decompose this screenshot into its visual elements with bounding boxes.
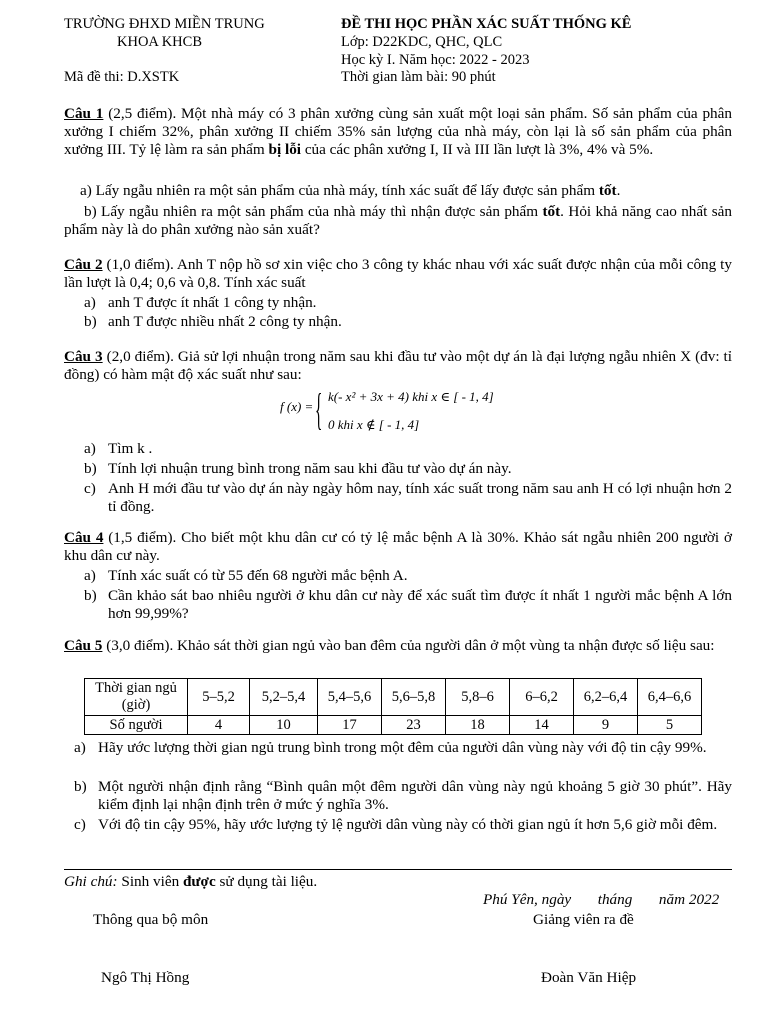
footer-note	[64, 873, 732, 891]
right-signatory-name: Đoàn Văn Hiệp	[541, 969, 637, 986]
note-bold: được	[182, 873, 216, 890]
formula-lhs: f (x) =	[280, 399, 314, 414]
question-1-bold: bị lỗi	[268, 141, 302, 158]
item-label: b)	[84, 587, 97, 604]
table-row	[85, 679, 702, 716]
table-cell: 5	[638, 716, 702, 735]
table-cell: 5–5,2	[188, 679, 250, 716]
q1a-end: .	[616, 182, 621, 199]
q1a-bold: tốt	[598, 182, 617, 199]
question-1-text-a: (2,5 điểm). Một nhà máy có 3 phân xưởng cùng sản xuất một loại sản phẩm. Số sản phẩm của phân xưởng I chiếm 32%, phân xưởng II chiếm 35% sản lượng của nhà máy, còn lại là số sản phẩm của phân xưởng III. Tỷ lệ làm ra sản phẩm	[64, 105, 732, 158]
table-row	[85, 716, 702, 735]
table-cell: 17	[318, 716, 382, 735]
table-cell: 6–6,2	[510, 679, 574, 716]
exam-duration: Thời gian làm bài: 90 phút	[341, 69, 496, 85]
q1b-bold: tốt	[542, 203, 561, 220]
note-text-a: Sinh viên	[117, 873, 183, 890]
question-5-label: Câu 5	[64, 637, 103, 654]
item-text: Cần khảo sát bao nhiêu người ở khu dân cư này để xác suất tìm được ít nhất 1 người mắc bệnh A lớn hơn 99,99%?	[108, 587, 732, 622]
table-cell: 5,2–5,4	[250, 679, 318, 716]
note-label: Ghi chú:	[64, 873, 118, 890]
table-header-cell: Số người	[85, 716, 188, 735]
exam-title: ĐỀ THI HỌC PHẦN XÁC SUẤT THỐNG KÊ	[341, 16, 632, 32]
table-cell: 5,8–6	[446, 679, 510, 716]
formula-case-1: k(- x² + 3x + 4) khi x ∈ [ - 1, 4]	[328, 389, 494, 404]
table-cell: 5,6–5,8	[382, 679, 446, 716]
item-text: Một người nhận định rằng “Bình quân một đêm người dân vùng này ngủ khoảng 5 giờ 30 phút”. Hãy kiểm định lại nhận định trên ở mức ý nghĩa 3%.	[98, 778, 732, 813]
question-2-intro	[64, 256, 732, 292]
item-label: b)	[74, 778, 87, 795]
question-3-text: (2,0 điểm). Giả sử lợi nhuận trong năm sau khi đầu tư vào một dự án là đại lượng ngẫu nhiên X (đv: tỉ đồng) có hàm mật độ xác suất như sau:	[64, 348, 732, 383]
brace-glyph: {	[315, 385, 323, 434]
item-label: a)	[84, 440, 96, 457]
item-label: b)	[84, 460, 97, 477]
item-label: a)	[74, 739, 86, 756]
item-text: Tìm k .	[108, 440, 153, 457]
table-cell: 6,4–6,6	[638, 679, 702, 716]
question-1-part-b	[64, 203, 732, 239]
question-4-label: Câu 4	[64, 529, 104, 546]
table-cell: 5,4–5,6	[318, 679, 382, 716]
note-text-b: sử dụng tài liệu.	[215, 873, 318, 890]
table-cell: 23	[382, 716, 446, 735]
question-4-text: (1,5 điểm). Cho biết một khu dân cư có tỷ lệ mắc bệnh A là 30%. Khảo sát ngẫu nhiên 200 người ở khu dân cư này.	[64, 529, 732, 564]
item-label: c)	[84, 480, 96, 497]
left-signatory-name: Ngô Thị Hồng	[101, 969, 190, 986]
formula-case-2: 0 khi x ∉ [ - 1, 4]	[328, 417, 420, 432]
item-label: a)	[84, 567, 96, 584]
question-1-label: Câu 1	[64, 105, 104, 122]
divider-line	[64, 869, 732, 870]
question-5-intro	[64, 637, 732, 655]
question-3-intro	[64, 348, 732, 384]
school-name: TRƯỜNG ĐHXD MIỀN TRUNG	[64, 16, 265, 32]
item-text: Tính lợi nhuận trung bình trong năm sau khi đầu tư vào dự án này.	[108, 460, 512, 477]
question-2-label: Câu 2	[64, 256, 103, 273]
item-text: Anh H mới đầu tư vào dự án này ngày hôm nay, tính xác suất trong năm sau anh H có lợi nhuận hơn 2 tỉ đồng.	[108, 480, 732, 515]
table-cell: 14	[510, 716, 574, 735]
item-label: b)	[84, 313, 97, 330]
sleep-time-table	[84, 678, 702, 735]
item-text: Hãy ước lượng thời gian ngủ trung bình trong một đêm của người dân vùng này với độ tin cậy 99%.	[98, 739, 707, 756]
right-role: Giảng viên ra đề	[533, 911, 634, 928]
item-text: Tính xác suất có từ 55 đến 68 người mắc bệnh A.	[108, 567, 408, 584]
question-5-text: (3,0 điểm). Khảo sát thời gian ngủ vào ban đêm của người dân ở một vùng ta nhận được số liệu sau:	[102, 637, 715, 654]
item-label: a)	[84, 294, 96, 311]
item-text: anh T được nhiều nhất 2 công ty nhận.	[108, 313, 342, 330]
table-cell: 10	[250, 716, 318, 735]
question-3-label: Câu 3	[64, 348, 103, 365]
table-cell: 4	[188, 716, 250, 735]
exam-code: Mã đề thi: D.XSTK	[64, 69, 180, 85]
question-1-text-b: của các phân xưởng I, II và III lần lượt là 3%, 4% và 5%.	[301, 141, 654, 158]
q1b-end: . Hỏi khả năng cao nhất sản phẩm này là do phân xưởng nào sản xuất?	[64, 203, 733, 238]
q1a-text: a) Lấy ngẫu nhiên ra một sản phẩm của nhà máy, tính xác suất để lấy được sản phẩm	[80, 182, 599, 199]
table-header-cell: Thời gian ngủ (giờ)	[85, 679, 188, 716]
faculty-name: KHOA KHCB	[117, 34, 202, 50]
table-cell: 18	[446, 716, 510, 735]
exam-class: Lớp: D22KDC, QHC, QLC	[341, 34, 503, 50]
left-role: Thông qua bộ môn	[93, 911, 209, 928]
item-text: anh T được ít nhất 1 công ty nhận.	[108, 294, 317, 311]
question-1-intro	[64, 105, 732, 159]
item-label: c)	[74, 816, 86, 833]
item-text: Với độ tin cậy 95%, hãy ước lượng tỷ lệ người dân vùng này có thời gian ngủ ít hơn 5,6 giờ mỗi đêm.	[98, 816, 718, 833]
question-2-text: (1,0 điểm). Anh T nộp hồ sơ xin việc cho 3 công ty khác nhau với xác suất được nhận của mỗi công ty lần lượt là 0,4; 0,6 và 0,8. Tính xác suất	[64, 256, 732, 291]
table-cell: 9	[574, 716, 638, 735]
question-1-part-a	[80, 182, 732, 200]
place-date: Phú Yên, ngày tháng năm 2022	[483, 891, 720, 908]
q1b-text: b) Lấy ngẫu nhiên ra một sản phẩm của nhà máy thì nhận được sản phẩm	[84, 203, 543, 220]
exam-semester: Học kỳ I. Năm học: 2022 - 2023	[341, 52, 530, 68]
question-4-intro	[64, 529, 732, 565]
table-cell: 6,2–6,4	[574, 679, 638, 716]
